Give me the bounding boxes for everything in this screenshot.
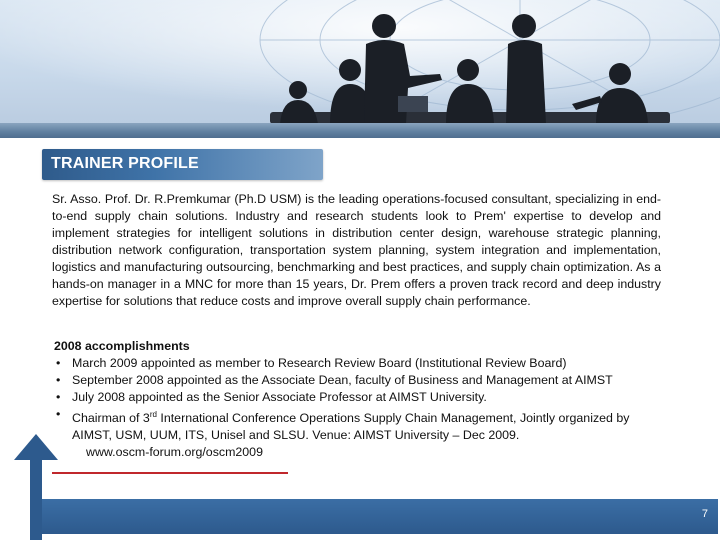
- business-team-image: [0, 0, 720, 138]
- bullet-icon: •: [56, 356, 61, 370]
- list-item: • July 2008 appointed as the Senior Associate Professor at AIMST University.: [56, 390, 487, 404]
- accomplishments-list: [54, 355, 668, 444]
- accomplishments-section: [54, 338, 668, 461]
- bullet-icon: •: [56, 373, 61, 387]
- footer-bar: [42, 499, 718, 534]
- list-item: • March 2009 appointed as member to Research Review Board (Institutional Review Board): [56, 356, 567, 370]
- section-title: TRAINER PROFILE: [51, 155, 199, 172]
- conference-link[interactable]: www.oscm-forum.org/oscm2009: [86, 445, 263, 460]
- page-number: 7: [701, 508, 708, 520]
- list-item: • September 2008 appointed as the Associate Dean, faculty of Business and Management at AIMST: [56, 373, 613, 387]
- section-title-bar: [42, 149, 323, 180]
- accomplishments-heading: 2008 accomplishments: [54, 339, 190, 353]
- link-underline: [52, 472, 288, 474]
- header-banner: [0, 0, 720, 138]
- bullet-icon: •: [56, 390, 61, 404]
- bullet-icon: •: [56, 407, 61, 421]
- profile-paragraph: Sr. Asso. Prof. Dr. R.Premkumar (Ph.D USM) is the leading operations-focused consultant, specializing in end-to-end supply chain solutions. Industry and research students look to Prem' expertise to develop and implement strategies for intelligent solutions in distribution center design, warehouse strategic planning, distribution network configuration, transportation system planning, system integration and implementation, logistics and manufacturing outsourcing, benchmarking and best practices, and supply chain optimization. As a hands-on manager in a MNC for more than 15 years, Dr. Prem offers a proven track record and deep industry expertise for solutions that reduce costs and improve overall supply chain performance.: [52, 192, 661, 308]
- banner-band: [0, 123, 720, 138]
- list-item: • Chairman of 3rd International Conference Operations Supply Chain Management, Jointly organized by AIMST, USM, UUM, ITS, Unisel and SLSU. Venue: AIMST University – Dec 2009.: [56, 407, 630, 443]
